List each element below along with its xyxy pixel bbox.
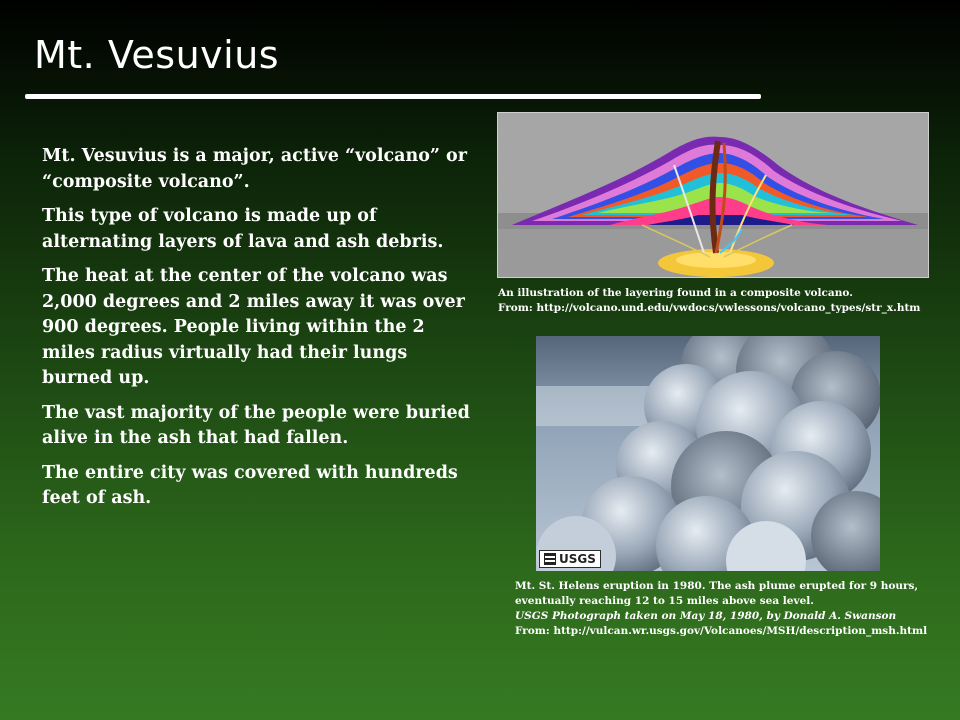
photo-caption (515, 579, 955, 639)
usgs-logo-text: USGS (559, 552, 596, 566)
composite-volcano-illustration (497, 112, 929, 278)
usgs-mark-icon (544, 553, 556, 565)
volcano-layers-drawing (498, 113, 928, 277)
eruption-photo (536, 336, 880, 571)
illustration-source-link[interactable]: From: http://volcano.und.edu/vwdocs/vwlessons/volcano_types/str_x.htm (498, 302, 921, 314)
illustration-caption-line1: An illustration of the layering found in a composite volcano. (498, 287, 853, 299)
body-text (42, 144, 482, 521)
paragraph-volcano-type: Mt. Vesuvius is a major, active “volcano” or “composite volcano”. (42, 146, 467, 192)
paragraph-heat: The heat at the center of the volcano was 2,000 degrees and 2 miles away it was over 900 degrees. People living within the 2 miles radius virtually had their lungs burned up. (42, 266, 465, 388)
slide-title: Mt. Vesuvius (34, 33, 280, 77)
title-underline (25, 94, 761, 99)
photo-caption-line2: eventually reaching 12 to 15 miles above sea level. (515, 595, 814, 607)
ash-plume-image (536, 336, 880, 571)
usgs-logo (539, 550, 601, 568)
paragraph-buried: The vast majority of the people were buried alive in the ash that had fallen. (42, 402, 470, 448)
photo-caption-line1: Mt. St. Helens eruption in 1980. The ash plume erupted for 9 hours, (515, 580, 919, 592)
photo-source-link[interactable]: From: http://vulcan.wr.usgs.gov/Volcanoes/MSH/description_msh.html (515, 625, 928, 637)
photo-credit: USGS Photograph taken on May 18, 1980, by Donald A. Swanson (515, 610, 897, 622)
paragraph-city-covered: The entire city was covered with hundreds feet of ash. (42, 462, 458, 508)
paragraph-layers: This type of volcano is made up of alternating layers of lava and ash debris. (42, 206, 444, 252)
illustration-caption (498, 286, 953, 316)
